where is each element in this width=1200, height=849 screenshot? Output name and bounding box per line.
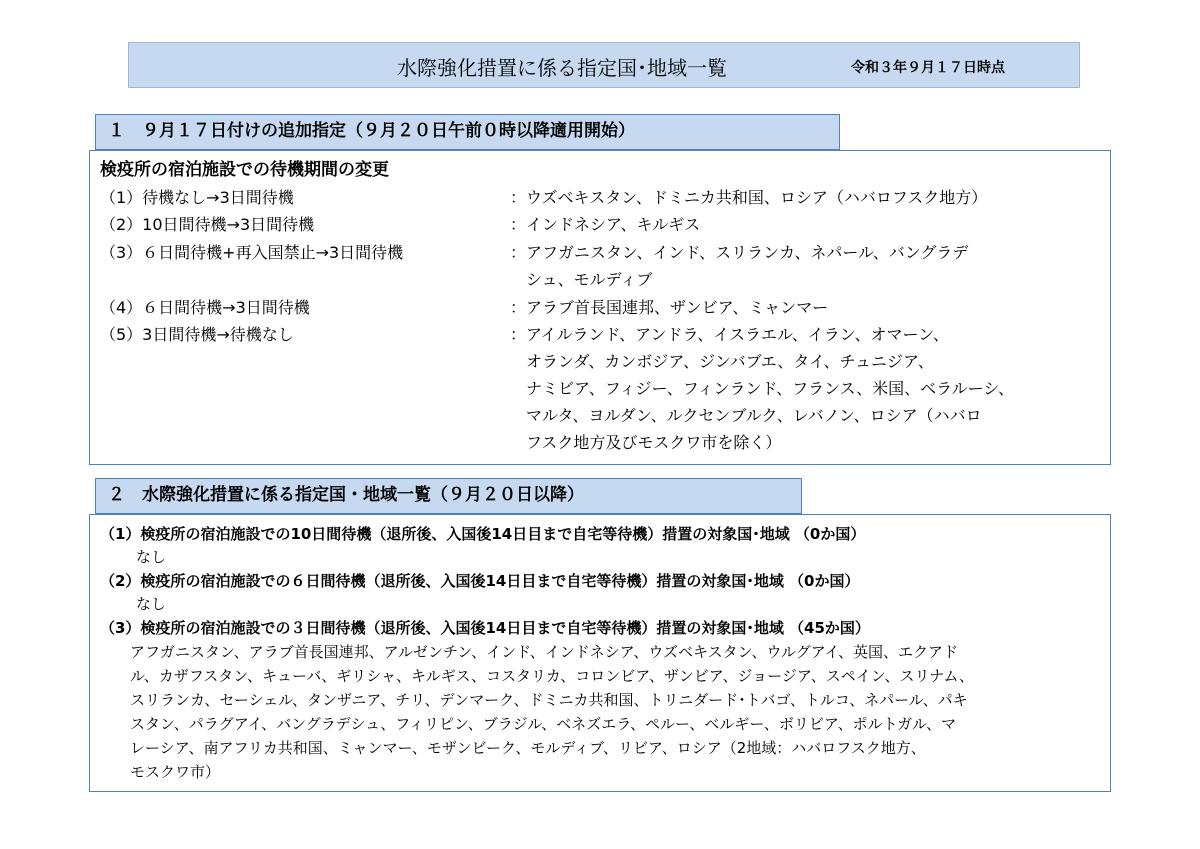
section1-box xyxy=(89,150,1111,465)
item-countries: アフガニスタン、インド、スリランカ、ネパール、バングラデ xyxy=(526,243,969,262)
item-separator: ： xyxy=(510,188,527,207)
title-bar xyxy=(128,42,1080,88)
item-body: なし xyxy=(136,595,167,613)
item-label: （5）3日間待機→待機なし xyxy=(100,325,294,344)
item-body: スリランカ、セーシェル、タンザニア、チリ、デンマーク、ドミニカ共和国、トリニダード･トバゴ、トルコ、ネパール、パキ xyxy=(130,691,968,709)
item-countries: シュ、モルディブ xyxy=(526,270,653,289)
page-title: 水際強化措置に係る指定国･地域一覧 xyxy=(397,56,727,80)
item-label: （3）検疫所の宿泊施設での３日間待機（退所後、入国後14日目まで自宅等待機）措置の対象国･地域 （45か国） xyxy=(100,619,870,637)
item-label: （2）10日間待機→3日間待機 xyxy=(100,215,315,234)
as-of-date: 令和３年９月１７日時点 xyxy=(851,60,1005,76)
item-countries: インドネシア、キルギス xyxy=(526,215,701,234)
item-body: なし xyxy=(136,548,167,566)
item-body: アフガニスタン、アラブ首長国連邦、アルゼンチン、インド、インドネシア、ウズベキスタン、ウルグアイ、英国、エクアド xyxy=(130,643,959,661)
item-countries: アラブ首長国連邦、ザンビア、ミャンマー xyxy=(526,298,829,317)
item-body: スタン、パラグアイ、バングラデシュ、フィリピン、ブラジル、ベネズエラ、ペルー、ベルギー、ボリビア、ポルトガル、マ xyxy=(130,715,956,733)
item-separator: ： xyxy=(510,215,527,234)
item-countries: フスク地方及びモスクワ市を除く） xyxy=(526,433,782,452)
item-label: （3）６日間待機+再入国禁止→3日間待機 xyxy=(100,243,404,262)
item-label: （1）検疫所の宿泊施設での10日間待機（退所後、入国後14日目まで自宅等待機）措置の対象国･地域 （0か国） xyxy=(100,525,866,543)
section1-heading: １ ９月１７日付けの追加指定（９月２０日午前０時以降適用開始） xyxy=(95,114,840,150)
item-body: モスクワ市） xyxy=(130,763,221,781)
item-separator: ： xyxy=(510,298,527,317)
item-separator: ： xyxy=(510,243,527,262)
section2-box xyxy=(89,514,1111,792)
item-countries: アイルランド、アンドラ、イスラエル、イラン、オマーン、 xyxy=(526,325,949,344)
section2-heading: ２ 水際強化措置に係る指定国・地域一覧（９月２０日以降） xyxy=(95,478,802,514)
item-label: （2）検疫所の宿泊施設での６日間待機（退所後、入国後14日目まで自宅等待機）措置の対象国･地域 （0か国） xyxy=(100,572,860,590)
item-countries: オランダ、カンボジア、ジンバブエ、タイ、チュニジア、 xyxy=(526,352,934,371)
item-separator: ： xyxy=(510,325,527,344)
item-label: （4）６日間待機→3日間待機 xyxy=(100,298,310,317)
item-countries: ナミビア、フィジー、フィンランド、フランス、米国、ベラルーシ、 xyxy=(526,379,1015,398)
section1-subheading: 検疫所の宿泊施設での待機期間の変更 xyxy=(100,160,389,180)
item-label: （1）待機なし→3日間待機 xyxy=(100,188,294,207)
item-countries: マルタ、ヨルダン、ルクセンブルク、レバノン、ロシア（ハバロ xyxy=(526,406,982,425)
item-body: ル、カザフスタン、キューバ、ギリシャ、キルギス、コスタリカ、コロンビア、ザンビア、ジョージア、スペイン、スリナム、 xyxy=(130,667,974,685)
item-body: レーシア、南アフリカ共和国、ミャンマー、モザンビーク、モルディブ、リビア、ロシア（2地域：ハバロフスク地方、 xyxy=(130,739,926,757)
item-countries: ウズベキスタン、ドミニカ共和国、ロシア（ハバロフスク地方） xyxy=(526,188,988,207)
